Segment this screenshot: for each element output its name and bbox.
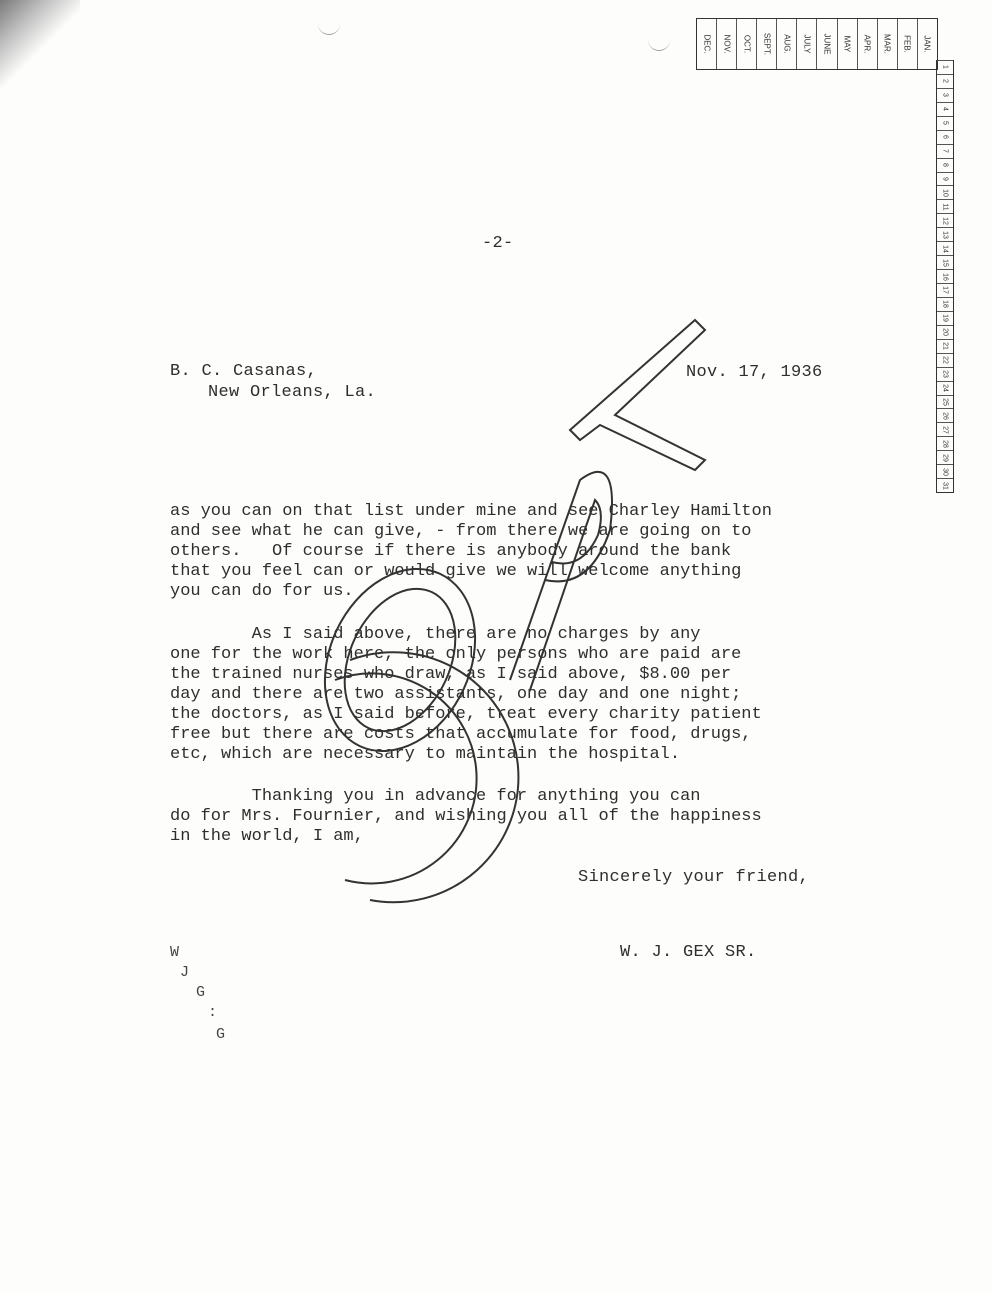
day-cell bbox=[937, 422, 953, 436]
filing-month-grid bbox=[696, 18, 938, 70]
punch-hole-mark bbox=[648, 40, 670, 51]
day-cell bbox=[937, 144, 953, 158]
day-label: 19 bbox=[941, 314, 949, 323]
day-cell bbox=[937, 436, 953, 450]
day-label: 14 bbox=[941, 244, 949, 253]
month-cell bbox=[756, 19, 776, 69]
day-cell bbox=[937, 464, 953, 478]
month-cell bbox=[716, 19, 736, 69]
day-label: 9 bbox=[941, 177, 949, 181]
day-cell bbox=[937, 325, 953, 339]
day-label: 8 bbox=[941, 163, 949, 167]
month-label: MAR. bbox=[882, 34, 892, 54]
day-cell bbox=[937, 172, 953, 186]
day-cell bbox=[937, 60, 953, 74]
filing-day-grid bbox=[936, 60, 954, 493]
month-cell bbox=[897, 19, 917, 69]
day-label: 11 bbox=[941, 203, 949, 211]
day-label: 31 bbox=[941, 481, 949, 490]
day-cell bbox=[937, 269, 953, 283]
initial-mark: J bbox=[180, 964, 190, 981]
day-cell bbox=[937, 395, 953, 409]
day-cell bbox=[937, 408, 953, 422]
day-cell bbox=[937, 311, 953, 325]
day-label: 23 bbox=[941, 370, 949, 378]
day-label: 17 bbox=[941, 286, 949, 295]
day-label: 30 bbox=[941, 467, 949, 476]
initial-mark: G bbox=[196, 984, 206, 1001]
day-label: 27 bbox=[941, 425, 949, 434]
day-label: 13 bbox=[941, 230, 949, 239]
day-label: 29 bbox=[941, 453, 949, 462]
day-label: 21 bbox=[941, 342, 949, 351]
day-label: 7 bbox=[941, 149, 949, 154]
day-label: 6 bbox=[941, 135, 949, 140]
day-label: 10 bbox=[941, 189, 949, 197]
day-cell bbox=[937, 339, 953, 353]
day-label: 3 bbox=[941, 93, 949, 98]
initial-mark: G bbox=[216, 1026, 226, 1043]
day-cell bbox=[937, 450, 953, 464]
day-label: 22 bbox=[941, 356, 949, 365]
month-label: JULY bbox=[802, 34, 812, 54]
day-cell bbox=[937, 367, 953, 381]
day-cell bbox=[937, 283, 953, 297]
day-label: 25 bbox=[941, 398, 949, 406]
day-cell bbox=[937, 74, 953, 88]
day-cell bbox=[937, 241, 953, 255]
day-cell bbox=[937, 478, 953, 492]
body-paragraph-2: As I said above, there are no charges by any one for the work here, the only persons who are paid are the trained nurses who draw, as I said above, $8.00 per day and there are two assistants, one day and one night; the doctors, as I said before, treat every charity patient free but there are costs that accumulate for food, drugs, etc, which are necessary to maintain the hospital. bbox=[170, 625, 762, 764]
scan-corner-shadow bbox=[0, 0, 80, 110]
month-cell bbox=[857, 19, 877, 69]
day-cell bbox=[937, 116, 953, 130]
signer-name: W. J. GEX SR. bbox=[620, 943, 757, 962]
day-cell bbox=[937, 199, 953, 213]
body-paragraph-3: Thanking you in advance for anything you can do for Mrs. Fournier, and wishing you all of the happiness in the world, I am, bbox=[170, 787, 762, 846]
month-label: FEB. bbox=[902, 35, 912, 53]
month-cell bbox=[917, 19, 937, 69]
day-cell bbox=[937, 185, 953, 199]
closing: Sincerely your friend, bbox=[578, 868, 810, 887]
day-cell bbox=[937, 227, 953, 241]
recipient-city: New Orleans, La. bbox=[208, 383, 377, 402]
day-label: 15 bbox=[941, 258, 949, 267]
day-label: 24 bbox=[941, 384, 949, 392]
day-label: 12 bbox=[941, 216, 949, 225]
month-label: JUNE bbox=[822, 33, 832, 55]
day-cell bbox=[937, 255, 953, 269]
initial-mark: W bbox=[170, 944, 180, 961]
month-label: JAN. bbox=[922, 35, 932, 53]
month-label: APR. bbox=[862, 34, 872, 54]
month-cell bbox=[776, 19, 796, 69]
month-label: NOV. bbox=[722, 34, 732, 54]
month-cell bbox=[816, 19, 836, 69]
day-label: 28 bbox=[941, 439, 949, 448]
letter-date: Nov. 17, 1936 bbox=[686, 363, 823, 382]
month-label: OCT. bbox=[742, 34, 752, 54]
day-cell bbox=[937, 130, 953, 144]
day-cell bbox=[937, 297, 953, 311]
day-cell bbox=[937, 213, 953, 227]
day-label: 18 bbox=[941, 300, 949, 309]
recipient-name: B. C. Casanas, bbox=[170, 362, 318, 381]
month-label: DEC. bbox=[702, 34, 712, 54]
day-label: 16 bbox=[941, 272, 949, 281]
day-cell bbox=[937, 381, 953, 395]
day-label: 26 bbox=[941, 412, 949, 420]
month-cell bbox=[796, 19, 816, 69]
day-label: 20 bbox=[941, 328, 949, 337]
body-paragraph-1: as you can on that list under mine and see Charley Hamilton and see what he can give, - from there we are going on to others. Of course if there is anybody around the bank that you feel can or would give we will welcome anything you can do for us. bbox=[170, 502, 772, 601]
day-cell bbox=[937, 353, 953, 367]
day-label: 5 bbox=[941, 121, 949, 126]
month-label: AUG. bbox=[782, 34, 792, 54]
day-cell bbox=[937, 102, 953, 116]
month-cell bbox=[697, 19, 716, 69]
punch-hole-mark bbox=[318, 24, 340, 35]
stamp-letter-y bbox=[570, 320, 705, 470]
month-cell bbox=[736, 19, 756, 69]
initial-mark: : bbox=[208, 1004, 218, 1021]
day-cell bbox=[937, 88, 953, 102]
day-label: 2 bbox=[941, 79, 949, 84]
month-label: SEPT. bbox=[762, 32, 772, 56]
day-label: 4 bbox=[941, 107, 949, 112]
month-label: MAY bbox=[842, 35, 852, 53]
month-cell bbox=[877, 19, 897, 69]
day-label: 1 bbox=[941, 65, 949, 70]
day-cell bbox=[937, 158, 953, 172]
month-cell bbox=[837, 19, 857, 69]
page-number: -2- bbox=[482, 234, 514, 253]
